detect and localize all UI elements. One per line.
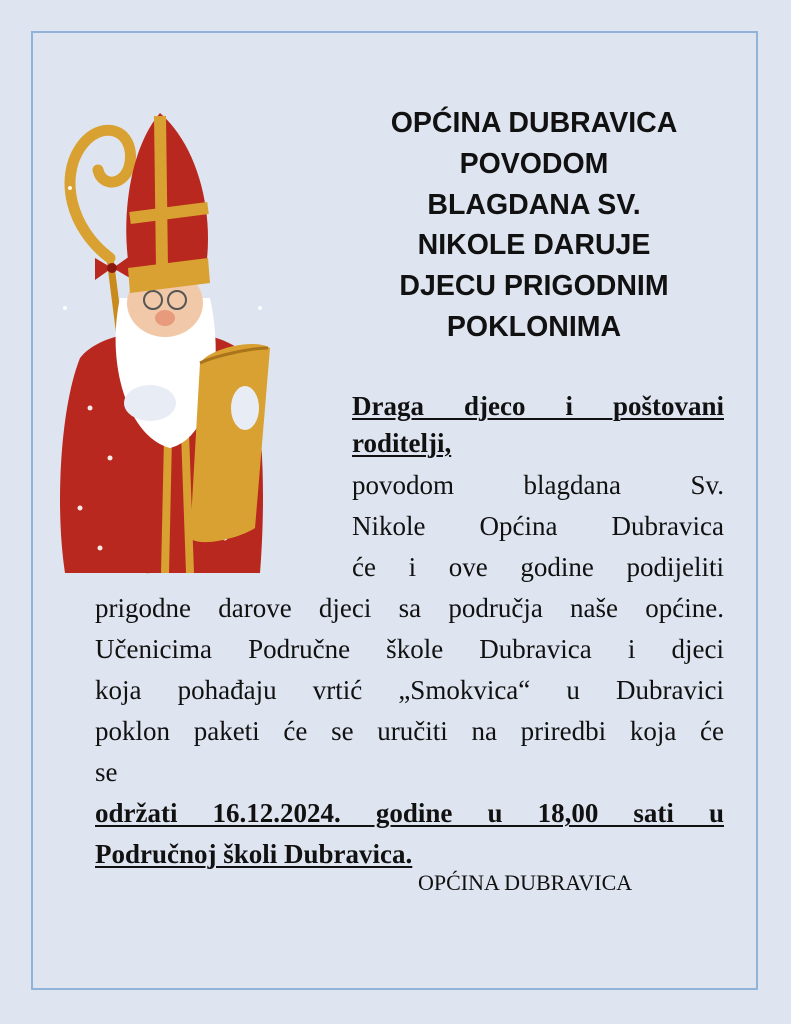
salutation-line: Draga djeco i poštovani [352, 391, 724, 421]
title-line: DJECU PRIGODNIM [399, 270, 669, 303]
title-line: NIKOLE DARUJE [417, 229, 651, 262]
salutation [352, 388, 724, 462]
salutation-line: roditelji, [352, 428, 452, 458]
event-prefix: se [95, 757, 118, 787]
title-line: POKLONIMA [446, 310, 622, 343]
saint-nicholas-illustration [50, 108, 280, 578]
title-line: POVODOM [459, 147, 609, 180]
paragraph-line: poklon paketi će se uručiti na priredbi koja će [95, 716, 724, 746]
title-line: BLAGDANA SV. [427, 188, 641, 221]
paragraph-line: povodom blagdana Sv. [352, 470, 724, 500]
paragraph-line: će i ove godine podijeliti [352, 552, 724, 582]
announcement-title [355, 103, 713, 348]
event-date-time: održati 16.12.2024. godine u 18,00 sati u [95, 798, 724, 828]
paragraph-line-venue [95, 834, 724, 875]
paragraph-line-event [95, 752, 724, 834]
body-paragraph-intro [352, 465, 724, 588]
title-line: OPĆINA DUBRAVICA [390, 107, 678, 139]
event-venue: Područnoj školi Dubravica. [95, 839, 413, 869]
paragraph-line: Nikole Općina Dubravica [352, 511, 724, 541]
body-paragraph [95, 588, 724, 875]
paragraph-line: Učenicima Područne škole Dubravica i djeci [95, 634, 724, 664]
paragraph-line: prigodne darove djeci sa područja naše općine. [95, 593, 724, 623]
paragraph-line: koja pohađaju vrtić „Smokvica“ u Dubravici [95, 675, 724, 705]
signature: OPĆINA DUBRAVICA [418, 870, 633, 895]
